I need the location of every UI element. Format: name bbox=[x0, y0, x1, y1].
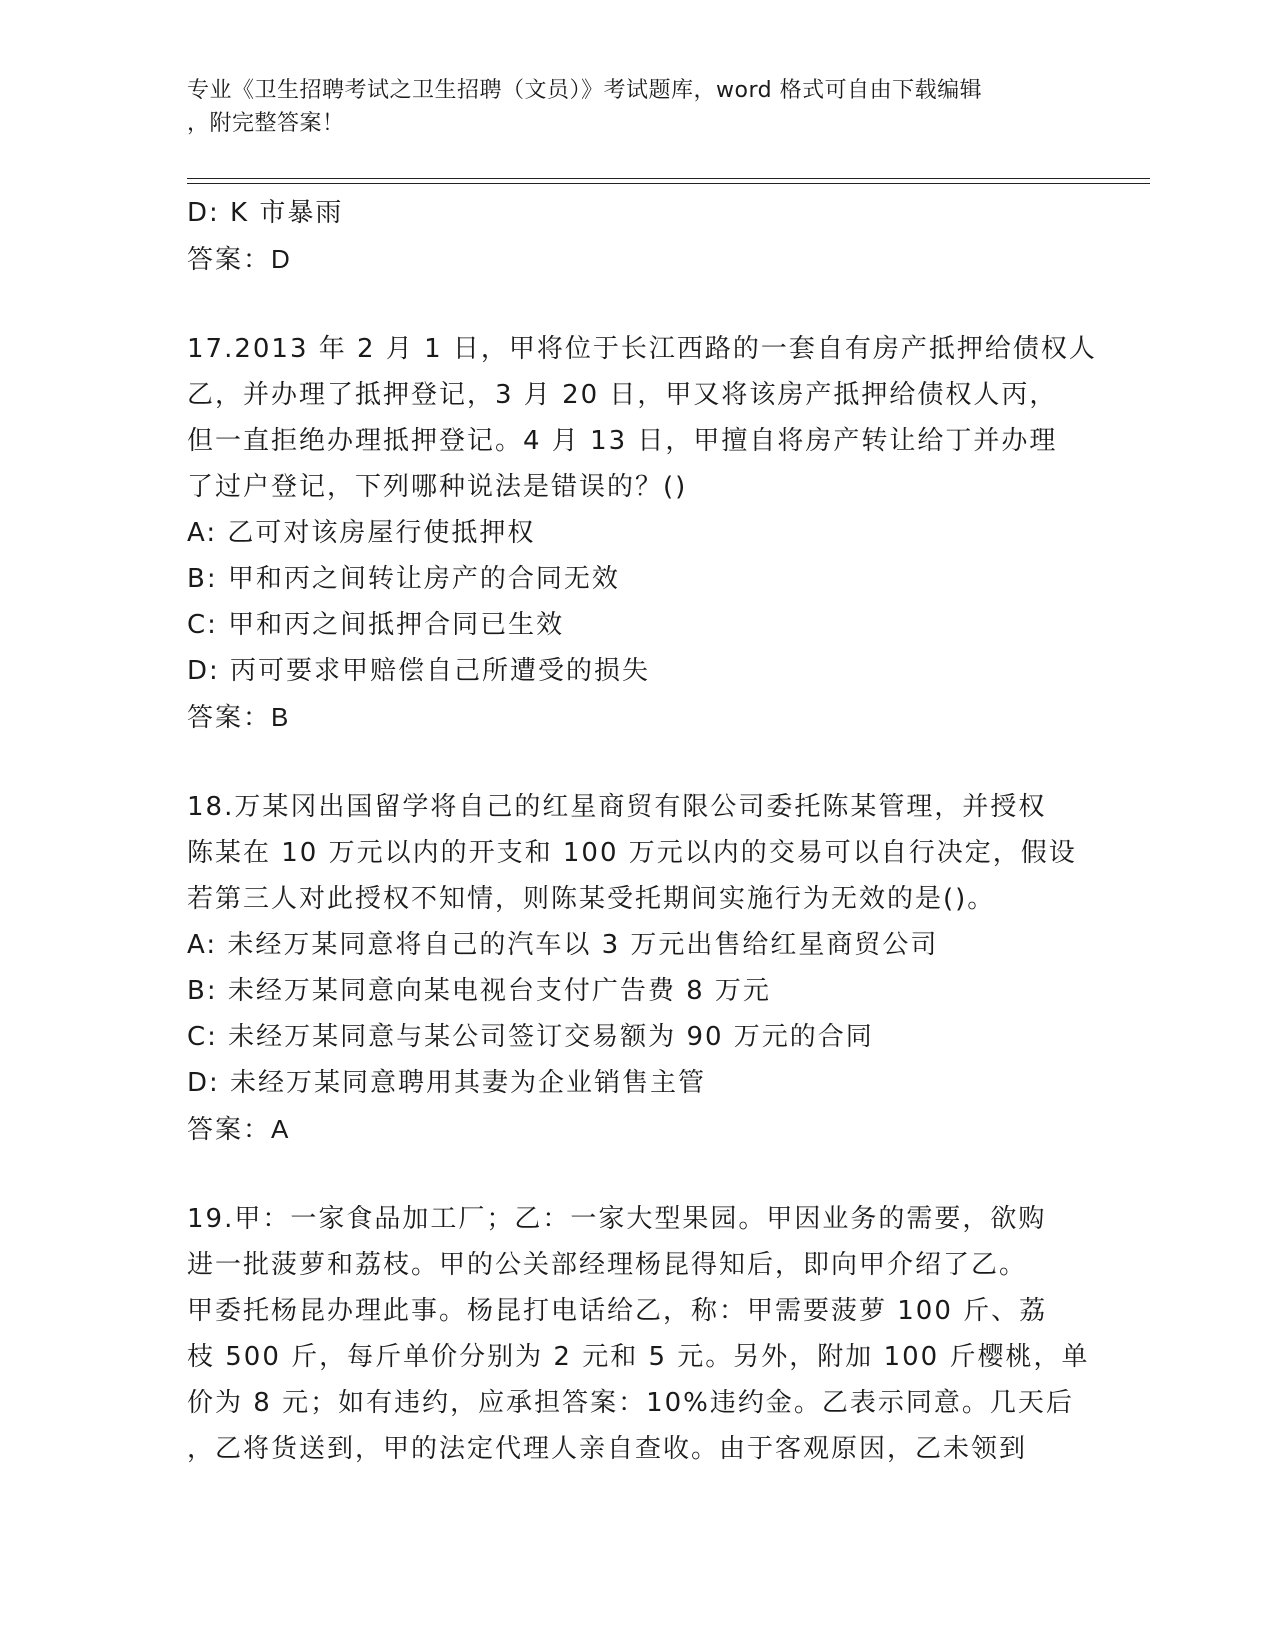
question-text: 19.甲：一家食品加工厂；乙：一家大型果园。甲因业务的需要，欲购 进一批菠萝和荔枝。甲的公关部经理杨昆得知后，即向甲介绍了乙。 甲委托杨昆办理此事。杨昆打电话给乙，称：甲需要菠萝 100 斤、荔 枝 500 斤，每斤单价分别为 2 元和 5 元。另外，附加 100 斤樱桃，单 价为 8 元；如有违约，应承担答案：10%违约金。乙表示同意。几天后 ，乙将货送到，甲的法定代理人亲自查收。由于客观原因，乙未领到 bbox=[187, 1204, 1090, 1464]
option-b: B: 未经万某同意向某电视台支付广告费 8 万元 bbox=[187, 976, 771, 1006]
document-header bbox=[187, 74, 1087, 140]
question-text: 18.万某冈出国留学将自己的红星商贸有限公司委托陈某管理，并授权 陈某在 10 万元以内的开支和 100 万元以内的交易可以自行决定，假设 若第三人对此授权不知情，则陈某受托期间实施行为无效的是()。 bbox=[187, 792, 1077, 914]
header-divider bbox=[187, 183, 1150, 184]
answer-line: 答案：D bbox=[187, 244, 292, 274]
header-line: ，附完整答案！ bbox=[187, 111, 345, 136]
option-d: D: 丙可要求甲赔偿自己所遭受的损失 bbox=[187, 656, 651, 686]
answer-line: 答案：A bbox=[187, 1114, 291, 1144]
previous-question-tail bbox=[187, 190, 1087, 282]
header-divider bbox=[187, 178, 1150, 179]
option-d: D: 未经万某同意聘用其妻为企业销售主管 bbox=[187, 1068, 707, 1098]
option-a: A: 乙可对该房屋行使抵押权 bbox=[187, 518, 536, 548]
option-c: C: 甲和丙之间抵押合同已生效 bbox=[187, 610, 565, 640]
question-text: 17.2013 年 2 月 1 日，甲将位于长江西路的一套自有房产抵押给债权人 乙，并办理了抵押登记，3 月 20 日，甲又将该房产抵押给债权人丙， 但一直拒绝办理抵押登记。4 月 13 日，甲擅自将房产转让给丁并办理 了过户登记，下列哪种说法是错误的？() bbox=[187, 334, 1097, 502]
header-line: 专业《卫生招聘考试之卫生招聘（文员）》考试题库，word 格式可自由下载编辑 bbox=[187, 78, 983, 103]
answer-line: 答案：B bbox=[187, 702, 291, 732]
option-a: A: 未经万某同意将自己的汽车以 3 万元出售给红星商贸公司 bbox=[187, 930, 939, 960]
question-18 bbox=[187, 784, 1087, 1152]
document-body bbox=[187, 190, 1097, 1472]
option-c: C: 未经万某同意与某公司签订交易额为 90 万元的合同 bbox=[187, 1022, 874, 1052]
question-17 bbox=[187, 326, 1097, 740]
question-19 bbox=[187, 1196, 1090, 1472]
option-d: D: K 市暴雨 bbox=[187, 198, 344, 228]
option-b: B: 甲和丙之间转让房产的合同无效 bbox=[187, 564, 620, 594]
